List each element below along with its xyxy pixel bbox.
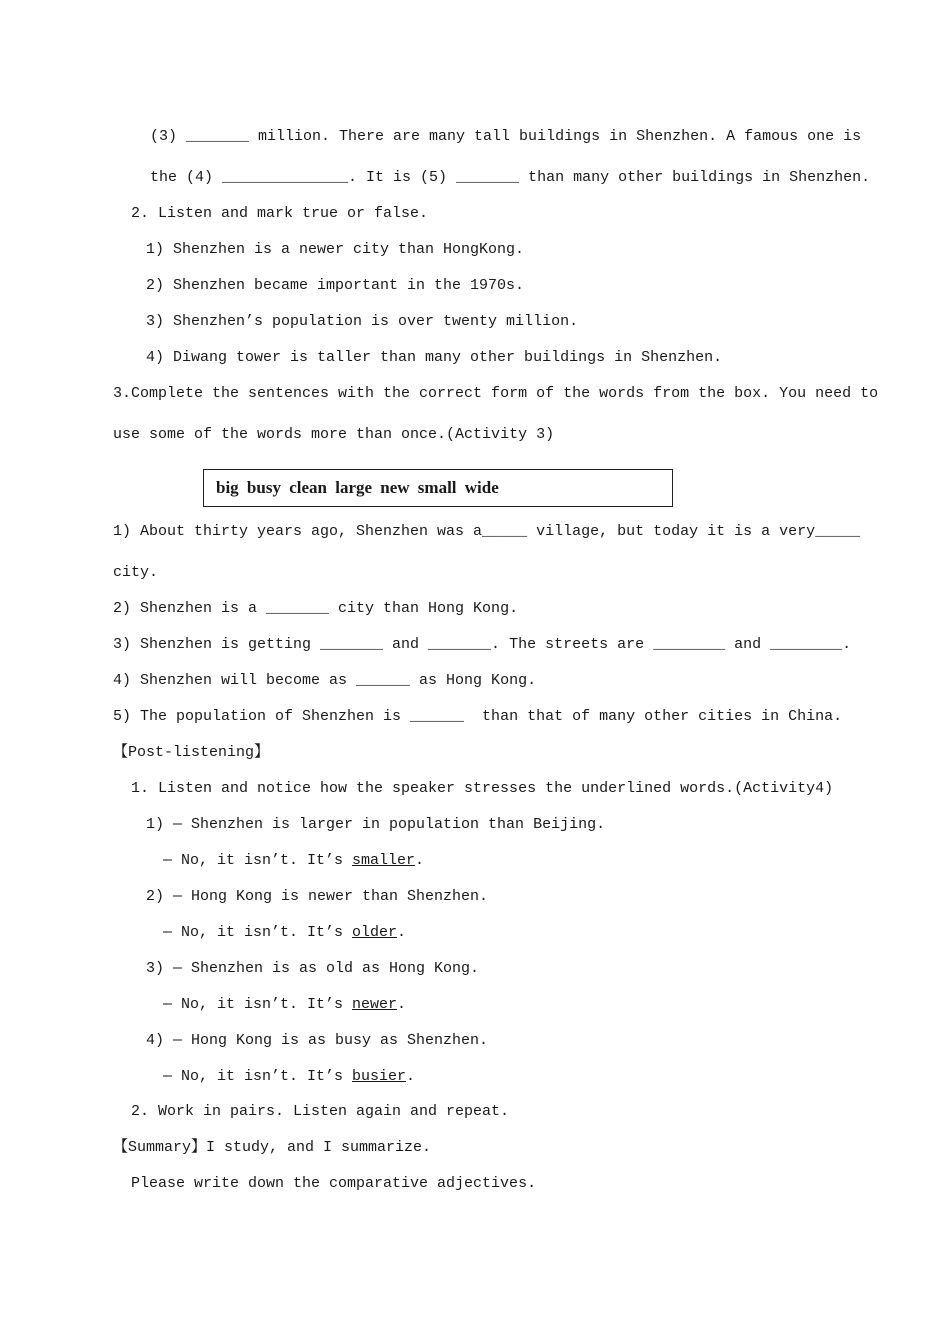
dialogue-question: 1) — Shenzhen is larger in population than Beijing.	[146, 816, 606, 833]
sentence-5: 5) The population of Shenzhen is ______ than that of many other cities in China.	[113, 708, 843, 725]
dialogue-answer: — No, it isn’t. It’s busier.	[163, 1068, 416, 1085]
task2-heading: 2. Listen and mark true or false.	[131, 205, 429, 222]
sentence-4: 4) Shenzhen will become as ______ as Hong Kong.	[113, 672, 537, 689]
dialogue-answer: — No, it isn’t. It’s newer.	[163, 996, 407, 1013]
dialogue-answer: — No, it isn’t. It’s older.	[163, 924, 407, 941]
paragraph-line-1: (3) _______ million. There are many tall buildings in Shenzhen. A famous one is	[150, 128, 862, 145]
true-false-item: 1) Shenzhen is a newer city than HongKong.	[146, 241, 525, 258]
paragraph-line-2: the (4) ______________. It is (5) _______ than many other buildings in Shenzhen.	[150, 169, 871, 186]
true-false-item: 4) Diwang tower is taller than many other buildings in Shenzhen.	[146, 349, 723, 366]
stressed-word: smaller	[352, 852, 416, 869]
post-task2: 2. Work in pairs. Listen again and repeat.	[131, 1103, 510, 1120]
stressed-word: older	[352, 924, 398, 941]
task3-instruction-line-2: use some of the words more than once.(Activity 3)	[113, 426, 555, 443]
dialogue-question: 3) — Shenzhen is as old as Hong Kong.	[146, 960, 480, 977]
dialogue-question: 2) — Hong Kong is newer than Shenzhen.	[146, 888, 489, 905]
dialogue-answer: — No, it isn’t. It’s smaller.	[163, 852, 425, 869]
stressed-word: busier	[352, 1068, 407, 1085]
sentence-2: 2) Shenzhen is a _______ city than Hong Kong.	[113, 600, 519, 617]
true-false-item: 2) Shenzhen became important in the 1970s.	[146, 277, 525, 294]
post-task1: 1. Listen and notice how the speaker stresses the underlined words.(Activity4)	[131, 780, 834, 797]
summary-instruction: Please write down the comparative adjectives.	[131, 1175, 537, 1192]
sentence-1a: 1) About thirty years ago, Shenzhen was a_____ village, but today it is a very_____	[113, 523, 861, 540]
summary-heading: 【Summary】I study, and I summarize.	[113, 1139, 432, 1156]
stressed-word: newer	[352, 996, 398, 1013]
sentence-3: 3) Shenzhen is getting _______ and _______. The streets are ________ and ________.	[113, 636, 852, 653]
dialogue-question: 4) — Hong Kong is as busy as Shenzhen.	[146, 1032, 489, 1049]
sentence-1b: city.	[113, 564, 159, 581]
post-listening-heading: 【Post-listening】	[113, 744, 270, 761]
word-box: big busy clean large new small wide	[203, 469, 673, 507]
true-false-item: 3) Shenzhen’s population is over twenty million.	[146, 313, 579, 330]
task3-instruction-line-1: 3.Complete the sentences with the correct form of the words from the box. You need to	[113, 385, 879, 402]
